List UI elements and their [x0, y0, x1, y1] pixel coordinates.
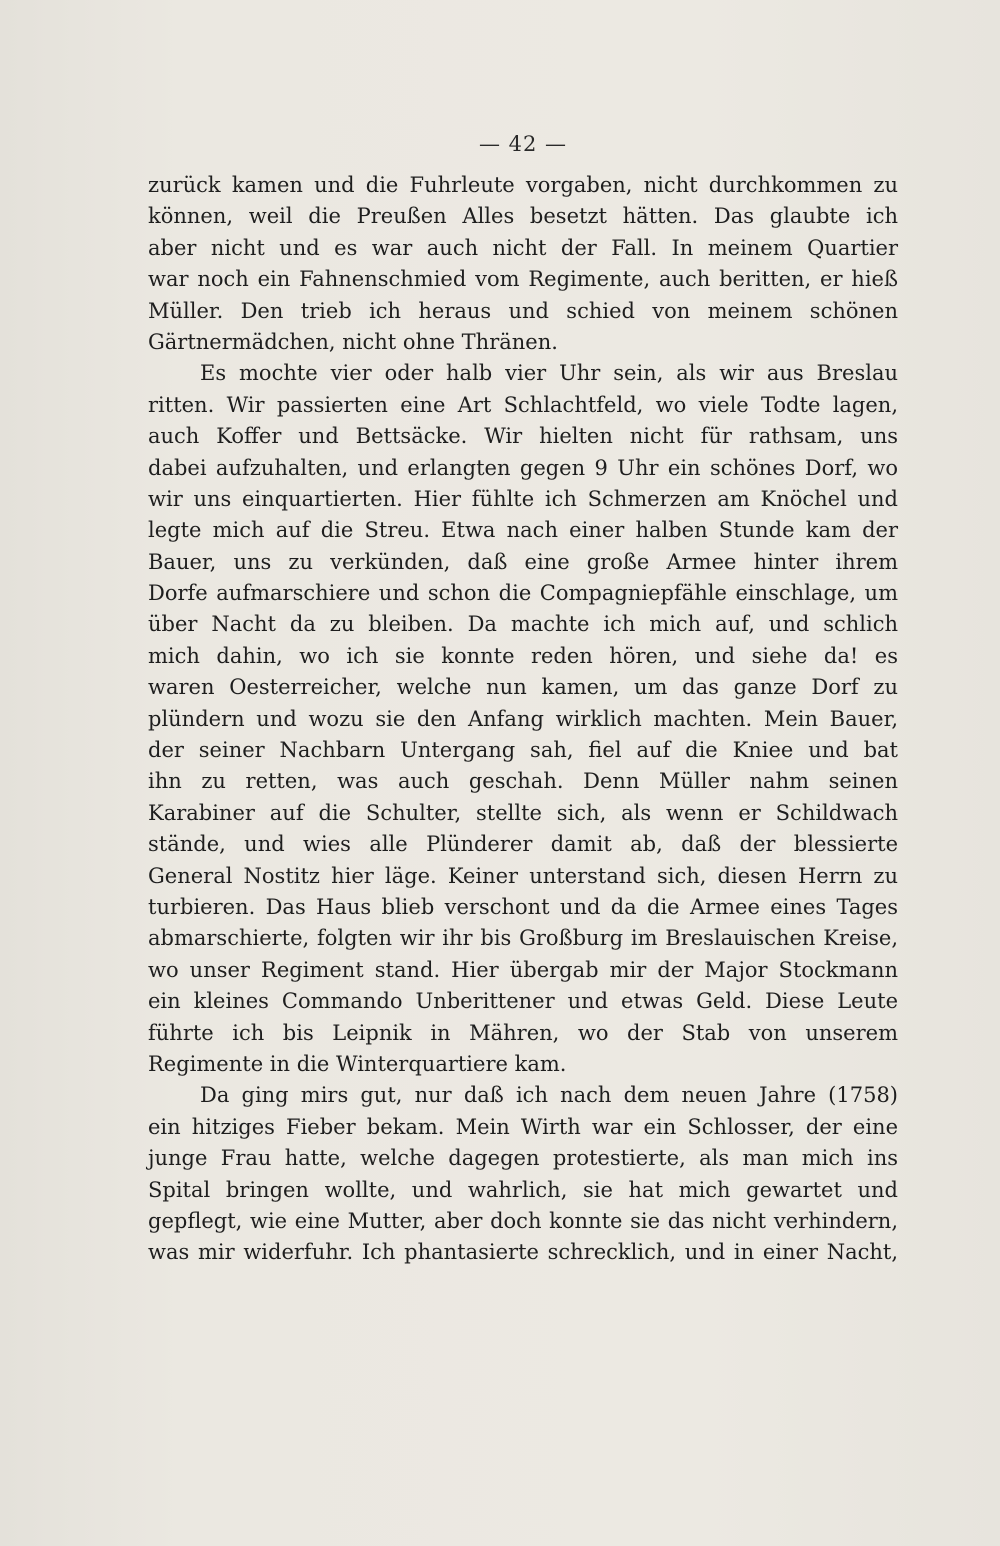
text-line: dabei aufzuhalten, und erlangten gegen 9 Uhr ein schönes Dorf, wo — [148, 455, 898, 480]
text-line: Spital bringen wollte, und wahrlich, sie hat mich gewartet und — [148, 1177, 898, 1202]
text-line: gepflegt, wie eine Mutter, aber doch konnte sie das nicht verhindern, — [148, 1208, 898, 1233]
text-line: ein kleines Commando Unberittener und etwas Geld. Diese Leute — [148, 989, 898, 1014]
text-line: mich dahin, wo ich sie konnte reden hören, und siehe da! es — [148, 643, 898, 668]
text-line: Karabiner auf die Schulter, stellte sich, als wenn er Schildwach — [148, 800, 898, 825]
text-line: über Nacht da zu bleiben. Da machte ich mich auf, und schlich — [148, 612, 898, 637]
text-line: plündern und wozu sie den Anfang wirklich machten. Mein Bauer, — [148, 706, 898, 731]
page-number: — 42 — — [478, 132, 568, 156]
text-line: ihn zu retten, was auch geschah. Denn Müller nahm seinen — [148, 769, 898, 794]
text-line: Müller. Den trieb ich heraus und schied von meinem schönen — [148, 298, 898, 323]
text-line: können, weil die Preußen Alles besetzt hätten. Das glaubte ich — [148, 204, 898, 229]
text-line: Es mochte vier oder halb vier Uhr sein, als wir aus Breslau — [200, 361, 898, 386]
text-line: Dorfe aufmarschiere und schon die Compagniepfähle einschlage, um — [148, 581, 898, 606]
text-line: ritten. Wir passierten eine Art Schlachtfeld, wo viele Todte lagen, — [148, 392, 898, 417]
text-line: ein hitziges Fieber bekam. Mein Wirth war ein Schlosser, der eine — [148, 1114, 898, 1139]
text-line: der seiner Nachbarn Untergang sah, fiel auf die Kniee und bat — [148, 738, 898, 763]
text-line: abmarschierte, folgten wir ihr bis Großburg im Breslauischen Kreise, — [148, 926, 898, 951]
text-line: Da ging mirs gut, nur daß ich nach dem neuen Jahre (1758) — [200, 1083, 898, 1108]
text-line: stände, und wies alle Plünderer damit ab, daß der blessierte — [148, 832, 898, 857]
body-text — [148, 170, 898, 1269]
text-line: wir uns einquartierten. Hier fühlte ich Schmerzen am Knöchel und — [148, 486, 898, 511]
text-line: was mir widerfuhr. Ich phantasierte schrecklich, und in einer Nacht, — [148, 1240, 898, 1265]
text-line: Bauer, uns zu verkünden, daß eine große Armee hinter ihrem — [148, 549, 898, 574]
text-line: junge Frau hatte, welche dagegen protestierte, als man mich ins — [148, 1146, 898, 1171]
text-line: war noch ein Fahnenschmied vom Regimente, auch beritten, er hieß — [148, 267, 898, 292]
text-line: führte ich bis Leipnik in Mähren, wo der Stab von unserem — [148, 1020, 898, 1045]
text-line: waren Oesterreicher, welche nun kamen, um das ganze Dorf zu — [148, 675, 898, 700]
text-line: wo unser Regiment stand. Hier übergab mir der Major Stockmann — [148, 957, 898, 982]
text-line: legte mich auf die Streu. Etwa nach einer halben Stunde kam der — [148, 518, 898, 543]
text-line: Gärtnermädchen, nicht ohne Thränen. — [148, 329, 558, 354]
text-line: General Nostitz hier läge. Keiner unterstand sich, diesen Herrn zu — [148, 863, 898, 888]
text-line: aber nicht und es war auch nicht der Fall. In meinem Quartier — [148, 235, 898, 260]
text-line: auch Koffer und Bettsäcke. Wir hielten nicht für rathsam, uns — [148, 424, 898, 449]
text-line: turbieren. Das Haus blieb verschont und da die Armee eines Tages — [148, 894, 898, 919]
text-line: Regimente in die Winterquartiere kam. — [148, 1051, 567, 1076]
text-line: zurück kamen und die Fuhrleute vorgaben, nicht durchkommen zu — [148, 173, 898, 197]
